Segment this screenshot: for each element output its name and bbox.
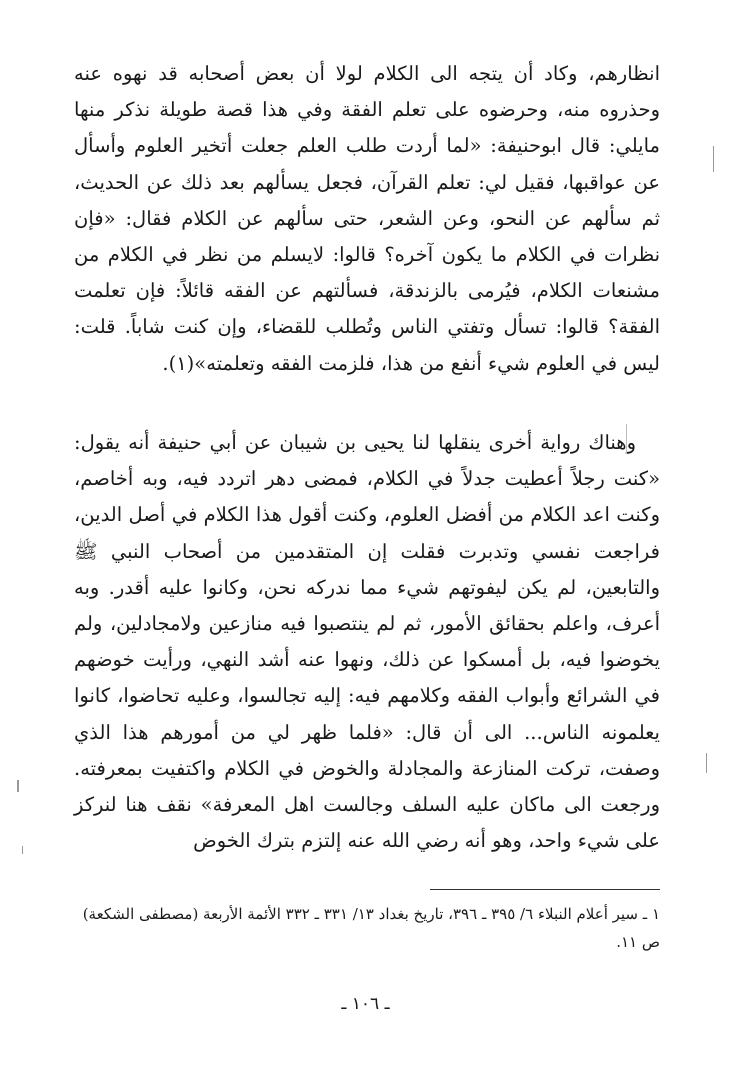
body-paragraph-1: انظارهم، وكاد أن يتجه الى الكلام لولا أن بعض أصحابه قد نهوه عنه وحذروه منه، وحرضوه على تعلم الفقة وفي هذا قصة طويلة نذكر منها مايلي: قال ابوحنيفة: «لما أردت طلب العلم جعلت أتخير العلوم وأسأل عن عواقبها، فقيل لي: تعلم القرآن، فجعل يسألهم بعد ذلك عن الحديث، ثم سألهم عن النحو، وعن الشعر، حتى سألهم عن الكلام فقال: «فإن نظرات في الكلام ما يكون آخره؟ قالوا: لايسلم من نظر في الكلام من مشنعات الكلام، فيُرمى بالزندقة، فسألتهم عن الفقه قائلاً: فإن تعلمت الفقة؟ قالوا: تسأل وتفتي الناس وتُطلب للقضاء، وإن كنت شاباً. قلت: ليس في العلوم شيء أنفع من هذا، فلزمت الفقه وتعلمته»(١). — [74, 62, 660, 375]
page-number: ـ ١٠٦ ـ — [341, 994, 390, 1014]
footnote-separator-line — [430, 889, 660, 890]
margin-scan-mark — [22, 846, 23, 854]
margin-scan-mark — [706, 753, 707, 773]
footnote: ١ ـ سير أعلام النبلاء ٦/ ٣٩٥ ـ ٣٩٦، تاريخ بغداد ١٣/ ٣٣١ ـ ٣٣٢ الأئمة الأربعة (مصطفى الشكعة) ص ١١. — [82, 905, 660, 951]
margin-scan-mark — [17, 780, 19, 792]
body-paragraph-2: وهناك رواية أخرى ينقلها لنا يحيى بن شيبان عن أبي حنيفة أنه يقول: «كنت رجلاً أعطيت جدلاً في الكلام، فمضى دهر اتردد فيه، وبه أخاصم، وكنت اعد الكلام من أفضل العلوم، وكنت أقول هذا الكلام في أصل الدين، فراجعت نفسي وتدبرت فقلت إن المتقدمين من أصحاب النبي ﷺ والتابعين، لم يكن ليفوتهم شيء مما ندركه نحن، وكانوا عليه أقدر. وبه أعرف، واعلم بحقائق الأمور، ثم لم ينتصبوا فيه منازعين ولامجادلين، ولم يخوضوا فيه، بل أمسكوا عن ذلك، ونهوا عنه أشد النهي، ورأيت خوضهم في الشرائع وأبواب الفقه وكلامهم فيه: إليه تجالسوا، وعليه تحاضوا، كانوا يعلمونه الناس... الى أن قال: «فلما ظهر لي من أمورهم هذا الذي وصفت، تركت المنازعة والمجادلة والخوض في الكلام واكتفيت بمعرفته. ورجعت الى ماكان عليه السلف وجالست اهل المعرفة» نقف هنا لنركز على شيء واحد، وهو أنه رضي الله عنه إلتزم بترك الخوض — [74, 431, 660, 853]
margin-scan-mark — [626, 424, 627, 454]
margin-scan-mark — [713, 146, 714, 172]
